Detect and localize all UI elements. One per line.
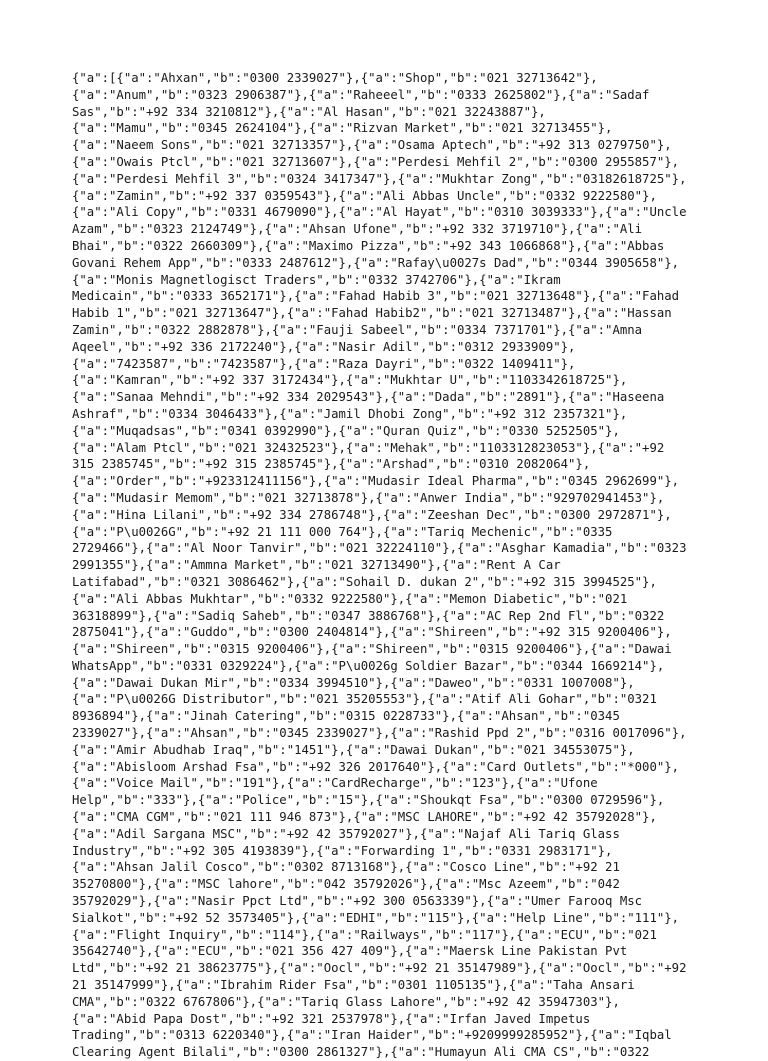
document-line: {"a":"Mamu","b":"0345 2624104"},{"a":"Rizvan Market","b":"021 32713455"}, — [72, 121, 613, 136]
document-line: 35270800"},{"a":"MSC lahore","b":"042 35792026"},{"a":"Msc Azeem","b":"042 — [72, 877, 620, 892]
document-line: CMA","b":"0322 6767806"},{"a":"Tariq Glass Lahore","b":"+92 42 35947303"}, — [72, 994, 620, 1009]
document-line: {"a":"CMA CGM","b":"021 111 946 873"},{"a":"MSC LAHORE","b":"+92 42 35792028"}, — [72, 810, 657, 825]
document-line: {"a":"Perdesi Mehfil 3","b":"0324 3417347"},{"a":"Mukhtar Zong","b":"03182618725"}, — [72, 171, 687, 186]
document-line: Industry","b":"+92 305 4193839"},{"a":"Forwarding 1","b":"0331 2983171"}, — [72, 843, 613, 858]
document-line: {"a":"Zamin","b":"+92 337 0359543"},{"a":"Ali Abbas Uncle","b":"0332 9222580"}, — [72, 188, 657, 203]
document-line: Help","b":"333"},{"a":"Police","b":"15"},{"a":"Shoukqt Fsa","b":"0300 0729596"}, — [72, 793, 665, 808]
document-line: {"a":"Adil Sargana MSC","b":"+92 42 35792027"},{"a":"Najaf Ali Tariq Glass — [72, 826, 620, 841]
document-line: {"a":"Mudasir Memom","b":"021 32713878"},{"a":"Anwer India","b":"929702941453"}, — [72, 490, 665, 505]
document-line: 315 2385745","b":"+92 315 2385745"},{"a":"Arshad","b":"0310 2082064"}, — [72, 457, 591, 472]
document-line: Aqeel","b":"+92 336 2172240"},{"a":"Nasir Adil","b":"0312 2933909"}, — [72, 339, 576, 354]
document-line: {"a":"Owais Ptcl","b":"021 32713607"},{"a":"Perdesi Mehfil 2","b":"0300 2955857"}, — [72, 154, 680, 169]
document-line: {"a":[{"a":"Ahxan","b":"0300 2339027"},{"a":"Shop","b":"021 32713642"}, — [72, 71, 598, 85]
document-line: Clearing Agent Bilali","b":"0300 2861327"},{"a":"Humayun Ali CMA CS","b":"0322 — [72, 1045, 650, 1060]
document-line: Azam","b":"0323 2124749"},{"a":"Ahsan Ufone","b":"+92 332 3719710"},{"a":"Ali — [72, 222, 643, 237]
document-line: 35792029"},{"a":"Nasir Ppct Ltd","b":"+92 300 0563339"},{"a":"Umer Farooq Msc — [72, 894, 643, 909]
document-line: {"a":"Monis Magnetlogisct Traders","b":"0332 3742706"},{"a":"Ikram — [72, 272, 561, 287]
document-line: 2991355"},{"a":"Ammna Market","b":"021 32713490"},{"a":"Rent A Car — [72, 558, 561, 573]
document-line: 2339027"},{"a":"Ahsan","b":"0345 2339027"},{"a":"Rashid Ppd 2","b":"0316 0017096"}, — [72, 726, 687, 741]
document-line: Zamin","b":"0322 2882878"},{"a":"Fauji Sabeel","b":"0334 7371701"},{"a":"Amna — [72, 322, 643, 337]
document-line: {"a":"Dawai Dukan Mir","b":"0334 3994510"},{"a":"Daweo","b":"0331 1007008"}, — [72, 675, 635, 690]
document-line: Ltd","b":"+92 21 38623775"},{"a":"Oocl","b":"+92 21 35147989"},{"a":"Oocl","b":"+92 — [72, 961, 687, 976]
document-line: {"a":"Sanaa Mehndi","b":"+92 334 2029543"},{"a":"Dada","b":"2891"},{"a":"Haseena — [72, 390, 665, 405]
document-line: {"a":"Shireen","b":"0315 9200406"},{"a":"Shireen","b":"0315 9200406"},{"a":"Dawai — [72, 642, 672, 657]
json-document — [72, 70, 712, 1061]
document-line: Habib 1","b":"021 32713647"},{"a":"Fahad Habib2","b":"021 32713487"},{"a":"Hassan — [72, 306, 672, 321]
document-line: {"a":"Kamran","b":"+92 337 3172434"},{"a":"Mukhtar U","b":"1103342618725"}, — [72, 373, 628, 388]
document-line: {"a":"Alam Ptcl","b":"021 32432523"},{"a":"Mehak","b":"1103312823053"},{"a":"+92 — [72, 440, 665, 455]
document-line: 35642740"},{"a":"ECU","b":"021 356 427 409"},{"a":"Maersk Line Pakistan Pvt — [72, 944, 628, 959]
document-line: Bhai","b":"0322 2660309"},{"a":"Maximo Pizza","b":"+92 343 1066868"},{"a":"Abbas — [72, 238, 665, 253]
document-line: Govani Rehem App","b":"0333 2487612"},{"a":"Rafay\u0027s Dad","b":"0344 3905658"}, — [72, 255, 680, 270]
document-line: Latifabad","b":"0321 3086462"},{"a":"Sohail D. dukan 2","b":"+92 315 3994525"}, — [72, 574, 657, 589]
document-line: Medicain","b":"0333 3652171"},{"a":"Fahad Habib 3","b":"021 32713648"},{"a":"Fahad — [72, 289, 680, 304]
document-line: 2875041"},{"a":"Guddo","b":"0300 2404814"},{"a":"Shireen","b":"+92 315 9200406"}, — [72, 625, 672, 640]
document-line: Sas","b":"+92 334 3210812"},{"a":"Al Hasan","b":"021 32243887"}, — [72, 104, 546, 119]
document-line: {"a":"Hina Lilani","b":"+92 334 2786748"},{"a":"Zeeshan Dec","b":"0300 2972871"}, — [72, 507, 672, 522]
document-line: {"a":"Ahsan Jalil Cosco","b":"0302 8713168"},{"a":"Cosco Line","b":"+92 21 — [72, 860, 620, 875]
document-line: {"a":"Abid Papa Dost","b":"+92 321 2537978"},{"a":"Irfan Javed Impetus — [72, 1011, 591, 1026]
document-line: {"a":"Voice Mail","b":"191"},{"a":"CardRecharge","b":"123"},{"a":"Ufone — [72, 776, 598, 791]
document-line: {"a":"Amir Abudhab Iraq","b":"1451"},{"a":"Dawai Dukan","b":"021 34553075"}, — [72, 742, 635, 757]
document-line: {"a":"P\u0026G Distributor","b":"021 35205553"},{"a":"Atif Ali Gohar","b":"0321 — [72, 692, 657, 707]
document-line: {"a":"Order","b":"+923312411156"},{"a":"Mudasir Ideal Pharma","b":"0345 2962699"}, — [72, 474, 680, 489]
document-line: {"a":"Flight Inquiry","b":"114"},{"a":"Railways","b":"117"},{"a":"ECU","b":"021 — [72, 927, 657, 942]
document-line: {"a":"Abisloom Arshad Fsa","b":"+92 326 2017640"},{"a":"Card Outlets","b":"*000"}, — [72, 759, 680, 774]
document-line: Ashraf","b":"0334 3046433"},{"a":"Jamil Dhobi Zong","b":"+92 312 2357321"}, — [72, 406, 628, 421]
document-line: {"a":"Ali Copy","b":"0331 4679090"},{"a":"Al Hayat","b":"0310 3039333"},{"a":"Uncle — [72, 205, 687, 220]
document-line: {"a":"Muqadsas","b":"0341 0392990"},{"a":"Quran Quiz","b":"0330 5252505"}, — [72, 423, 620, 438]
document-line: WhatsApp","b":"0331 0329224"},{"a":"P\u0026g Soldier Bazar","b":"0344 1669214"}, — [72, 658, 665, 673]
document-line: Sialkot","b":"+92 52 3573405"},{"a":"EDHI","b":"115"},{"a":"Help Line","b":"111"}, — [72, 910, 680, 925]
document-line: {"a":"Ali Abbas Mukhtar","b":"0332 9222580"},{"a":"Memon Diabetic","b":"021 — [72, 591, 628, 606]
document-line: 21 35147999"},{"a":"Ibrahim Rider Fsa","b":"0301 1105135"},{"a":"Taha Ansari — [72, 978, 635, 993]
document-line: 2729466"},{"a":"Al Noor Tanvir","b":"021 32224110"},{"a":"Asghar Kamadia","b":"0323 — [72, 541, 687, 556]
document-line: Trading","b":"0313 6220340"},{"a":"Iran Haider","b":"+9209999285952"},{"a":"Iqbal — [72, 1028, 672, 1043]
document-line: {"a":"Naeem Sons","b":"021 32713357"},{"a":"Osama Aptech","b":"+92 313 0279750"}, — [72, 138, 672, 153]
document-line: {"a":"P\u0026G","b":"+92 21 111 000 764"},{"a":"Tariq Mechenic","b":"0335 — [72, 524, 613, 539]
document-line: 8936894"},{"a":"Jinah Catering","b":"0315 0228733"},{"a":"Ahsan","b":"0345 — [72, 709, 620, 724]
document-line: 36318899"},{"a":"Sadiq Saheb","b":"0347 3886768"},{"a":"AC Rep 2nd Fl","b":"0322 — [72, 608, 665, 623]
document-line: {"a":"Anum","b":"0323 2906387"},{"a":"Raheeel","b":"0333 2625802"},{"a":"Sadaf — [72, 87, 650, 102]
document-line: {"a":"7423587","b":"7423587"},{"a":"Raza Dayri","b":"0322 1409411"}, — [72, 356, 576, 371]
